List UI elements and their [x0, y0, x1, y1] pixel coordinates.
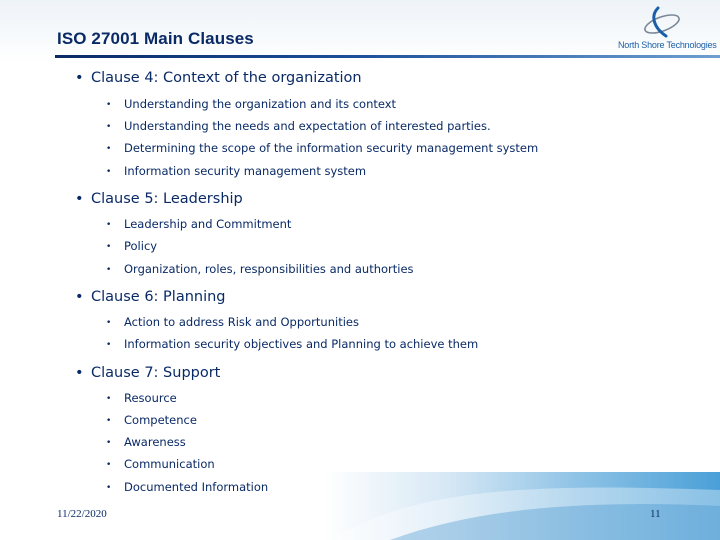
list-item: • Awareness	[106, 435, 186, 449]
list-item: • Documented Information	[106, 480, 269, 494]
list-item: • Understanding the organization and its context	[106, 97, 397, 111]
page-number: 11	[650, 508, 661, 520]
bullet: •	[75, 70, 84, 86]
list-item: • Organization, roles, responsibilities and authorties	[106, 262, 414, 276]
list-item: • Policy	[106, 239, 158, 253]
list-item-text: Policy	[124, 239, 158, 253]
list-item-text: Leadership and Commitment	[124, 217, 292, 231]
clause-name: Planning	[163, 289, 226, 305]
list-item-text: Organization, roles, responsibilities and authorties	[124, 262, 414, 276]
list-item-text: Information security objectives and Planning to achieve them	[124, 337, 479, 351]
list-item-text: Information security management system	[124, 164, 367, 178]
clause-name: Support	[163, 365, 221, 381]
list-item: • Resource	[106, 391, 177, 405]
clause-heading: • Clause 6: Planning	[75, 289, 226, 305]
clause-label: Clause 4:	[91, 70, 159, 86]
list-item-text: Action to address Risk and Opportunities	[124, 315, 359, 329]
clause-heading: • Clause 5: Leadership	[75, 191, 243, 207]
list-item-text: Competence	[124, 413, 197, 427]
header-rule	[55, 55, 720, 58]
list-item-text: Determining the scope of the information security management system	[124, 141, 539, 155]
slide-title: ISO 27001 Main Clauses	[57, 29, 254, 48]
footer-wave-decoration	[330, 472, 720, 540]
list-item: • Leadership and Commitment	[106, 217, 292, 231]
list-item-text: Communication	[124, 457, 215, 471]
list-item: • Action to address Risk and Opportunities	[106, 315, 359, 329]
clause-label: Clause 6:	[91, 289, 159, 305]
logo-text: North Shore Technologies	[618, 40, 717, 50]
list-item-text: Resource	[124, 391, 177, 405]
clause-name: Leadership	[163, 191, 243, 207]
list-item-text: Documented Information	[124, 480, 269, 494]
clause-label: Clause 5:	[91, 191, 159, 207]
list-item: • Communication	[106, 457, 215, 471]
clause-name: Context of the organization	[163, 70, 362, 86]
list-item-text: Understanding the needs and expectation of interested parties.	[124, 119, 491, 133]
list-item: • Determining the scope of the information security management system	[106, 141, 539, 155]
list-item: • Competence	[106, 413, 197, 427]
clause-heading	[75, 70, 362, 86]
list-item: • Information security management system	[106, 164, 367, 178]
clause-label: Clause 7:	[91, 365, 159, 381]
list-item-text: Awareness	[124, 435, 186, 449]
list-item: • Information security objectives and Planning to achieve them	[106, 337, 479, 351]
clause-heading: • Clause 7: Support	[75, 365, 221, 381]
footer-date: 11/22/2020	[57, 508, 107, 520]
list-item-text: Understanding the organization and its context	[124, 97, 397, 111]
list-item: • Understanding the needs and expectation of interested parties.	[106, 119, 491, 133]
